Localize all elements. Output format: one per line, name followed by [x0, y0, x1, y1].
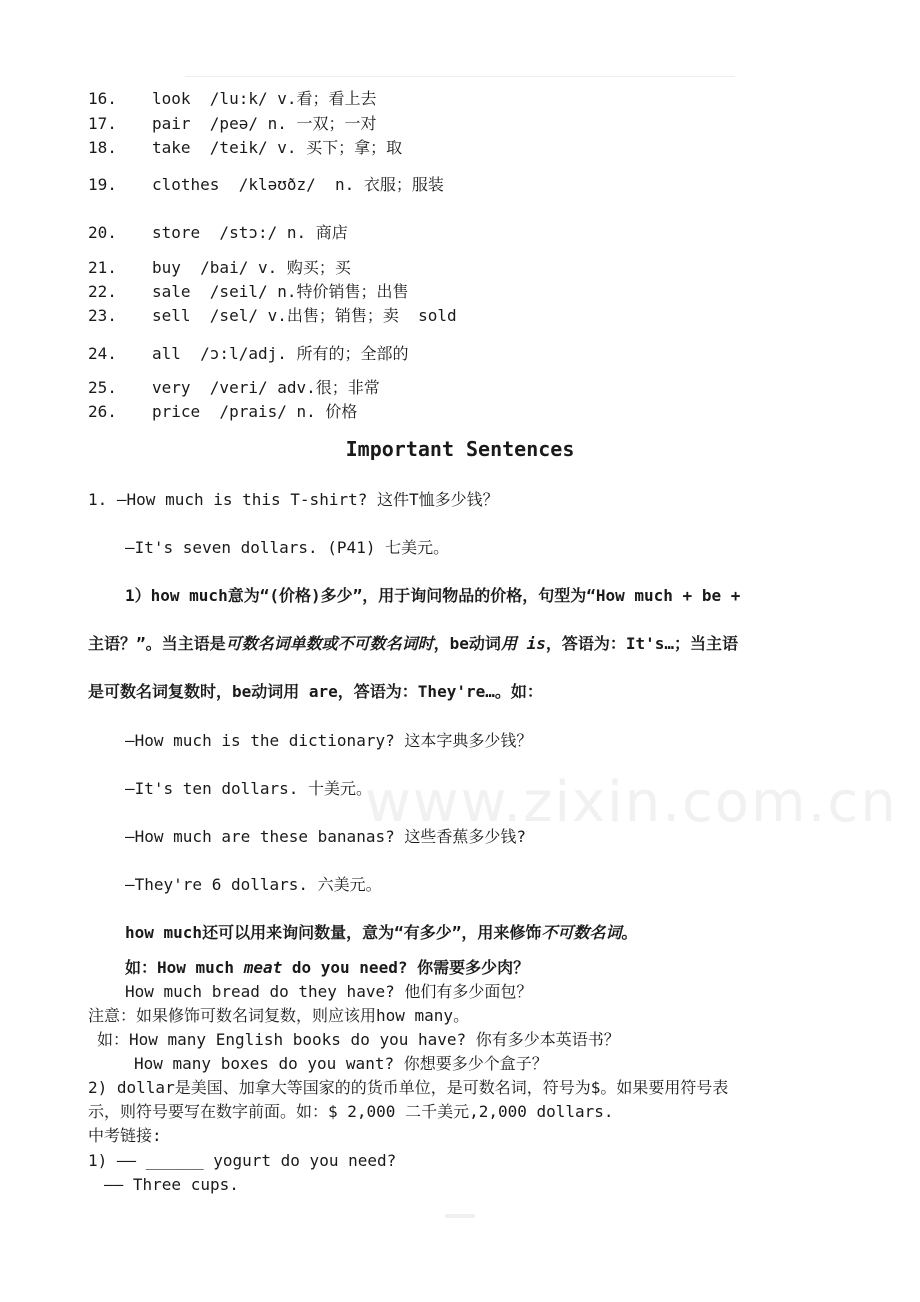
- vocab-item: 22. sale /seil/ n.特价销售；出售: [88, 282, 409, 301]
- exam-question: 1) —— ______ yogurt do you need?: [88, 1151, 397, 1170]
- example-line: —How much is the dictionary? 这本字典多少钱？: [125, 731, 533, 750]
- vocab-item: 20. store /stɔ:/ n. 商店: [88, 223, 348, 242]
- vocab-item: 24. all /ɔ:l/adj. 所有的；全部的: [88, 344, 409, 363]
- note-line: 注意：如果修饰可数名词复数，则应该用how many。: [88, 1006, 470, 1025]
- watermark: www.zixin.com.cn: [365, 770, 898, 835]
- note-line: 示，则符号要写在数字前面。如：$ 2,000 二千美元,2,000 dollars.: [88, 1102, 614, 1121]
- example-line: —How much are these bananas? 这些香蕉多少钱?: [125, 827, 526, 846]
- vocab-item: 17. pair /peə/ n. 一双；一对: [88, 114, 377, 133]
- footer-mark: [445, 1214, 475, 1218]
- grammar-note: 1）how much意为“(价格)多少”，用于询问物品的价格，句型为“How much + be +: [125, 586, 741, 605]
- example-answer: —It's seven dollars. (P41) 七美元。: [125, 538, 450, 557]
- vocab-item: 16. look /lu:k/ v.看；看上去: [88, 89, 377, 108]
- grammar-note: how much还可以用来询问数量，意为“有多少”，用来修饰不可数名词。: [125, 923, 638, 942]
- section-title: Important Sentences: [345, 437, 575, 461]
- header-rule: [185, 76, 735, 77]
- exam-answer: —— Three cups.: [104, 1175, 239, 1194]
- exam-link-title: 中考链接:: [88, 1126, 162, 1145]
- example-line: How much bread do they have? 他们有多少面包？: [125, 982, 533, 1001]
- example-line: How many boxes do you want? 你想要多少个盒子？: [134, 1054, 548, 1073]
- example-line: —It's ten dollars. 十美元。: [125, 779, 373, 798]
- vocab-item: 25. very /veri/ adv.很；非常: [88, 378, 380, 397]
- note-line: 2) dollar是美国、加拿大等国家的的货币单位，是可数名词，符号为$。如果要用符号表: [88, 1078, 729, 1097]
- vocab-item: 18. take /teik/ v. 买下；拿；取: [88, 138, 403, 157]
- vocab-item: 21. buy /bai/ v. 购买；买: [88, 258, 351, 277]
- example-line: 如：How much meat do you need? 你需要多少肉？: [125, 958, 530, 977]
- example-line: 如：How many English books do you have? 你有多少本英语书？: [97, 1030, 620, 1049]
- example-line: —They're 6 dollars. 六美元。: [125, 875, 382, 894]
- vocab-item: 23. sell /sel/ v.出售；销售；卖 sold: [88, 306, 457, 325]
- grammar-note: 是可数名词复数时，be动词用 are，答语为：They're…。如：: [88, 682, 543, 701]
- example-question: 1. —How much is this T-shirt? 这件T恤多少钱？: [88, 490, 499, 509]
- vocab-item: 19. clothes /kləʊðz/ n. 衣服；服装: [88, 175, 444, 194]
- vocab-item: 26. price /prais/ n. 价格: [88, 402, 358, 421]
- grammar-note: 主语？”。当主语是可数名词单数或不可数名词时，be动词用 is，答语为：It's…；当主语: [88, 634, 739, 653]
